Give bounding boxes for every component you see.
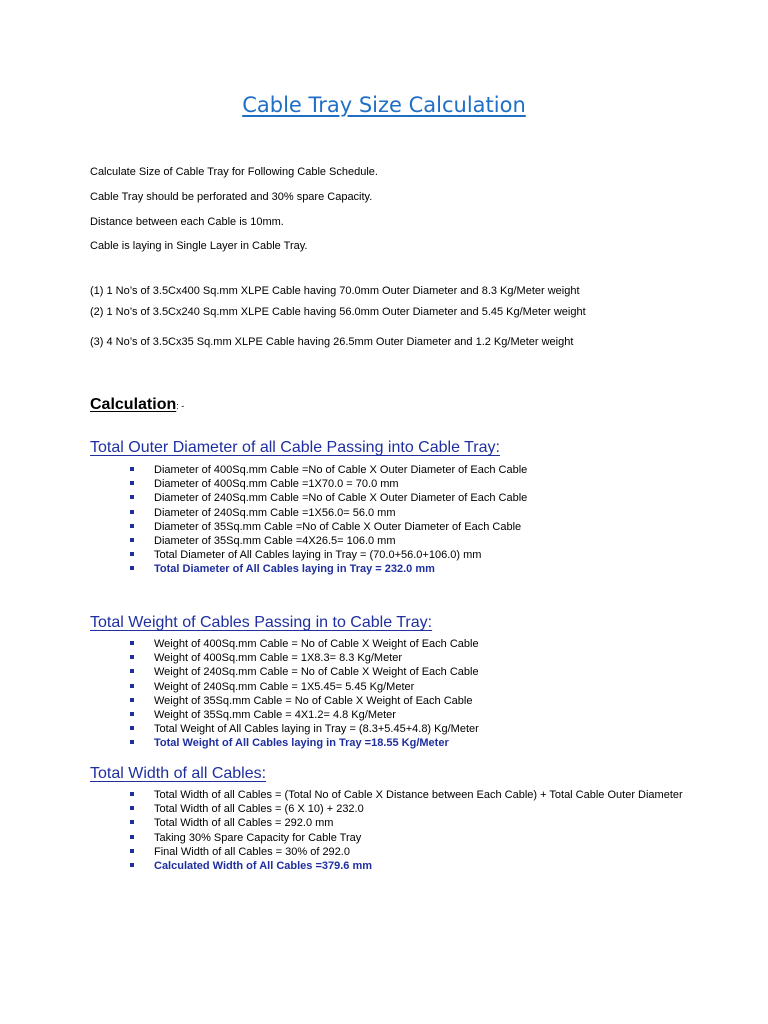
cable-spec-line: (2) 1 No’s of 3.5Cx240 Sq.mm XLPE Cable having 56.0mm Outer Diameter and 5.45 Kg/Meter weight <box>90 306 586 318</box>
list-item: Diameter of 400Sq.mm Cable =No of Cable X Outer Diameter of Each Cable <box>130 463 690 477</box>
calculation-heading-suffix: : - <box>176 401 185 411</box>
bullet-square-icon <box>130 641 134 645</box>
result-item: Calculated Width of All Cables =379.6 mm <box>130 859 690 873</box>
list-item: Total Weight of All Cables laying in Tray = (8.3+5.45+4.8) Kg/Meter <box>130 722 690 736</box>
list-item: Total Width of all Cables = (Total No of Cable X Distance between Each Cable) + Total Cable Outer Diameter <box>130 788 690 802</box>
calculation-heading-label: Calculation <box>90 396 177 413</box>
list-item: Total Width of all Cables = 292.0 mm <box>130 816 690 830</box>
list-item: Diameter of 35Sq.mm Cable =4X26.5= 106.0 mm <box>130 534 690 548</box>
bullet-square-icon <box>130 669 134 673</box>
bullet-square-icon <box>130 495 134 499</box>
list-item: Weight of 400Sq.mm Cable = No of Cable X Weight of Each Cable <box>130 637 690 651</box>
cable-spec-line: (1) 1 No’s of 3.5Cx400 Sq.mm XLPE Cable having 70.0mm Outer Diameter and 8.3 Kg/Meter weight <box>90 285 580 297</box>
diameter-list <box>130 463 690 577</box>
list-item: Weight of 240Sq.mm Cable = 1X5.45= 5.45 Kg/Meter <box>130 680 690 694</box>
result-item: Total Diameter of All Cables laying in Tray = 232.0 mm <box>130 562 690 576</box>
bullet-square-icon <box>130 835 134 839</box>
bullet-square-icon <box>130 863 134 867</box>
intro-line: Calculate Size of Cable Tray for Following Cable Schedule. <box>90 166 378 178</box>
bullet-square-icon <box>130 552 134 556</box>
bullet-square-icon <box>130 510 134 514</box>
bullet-square-icon <box>130 566 134 570</box>
bullet-square-icon <box>130 806 134 810</box>
list-item: Weight of 240Sq.mm Cable = No of Cable X Weight of Each Cable <box>130 665 690 679</box>
bullet-square-icon <box>130 684 134 688</box>
list-item: Diameter of 35Sq.mm Cable =No of Cable X Outer Diameter of Each Cable <box>130 520 690 534</box>
list-item: Total Width of all Cables = (6 X 10) + 232.0 <box>130 802 690 816</box>
bullet-square-icon <box>130 524 134 528</box>
list-item: Final Width of all Cables = 30% of 292.0 <box>130 845 690 859</box>
list-item: Weight of 400Sq.mm Cable = 1X8.3= 8.3 Kg/Meter <box>130 651 690 665</box>
width-list <box>130 788 690 873</box>
bullet-square-icon <box>130 792 134 796</box>
cable-spec-line: (3) 4 No’s of 3.5Cx35 Sq.mm XLPE Cable having 26.5mm Outer Diameter and 1.2 Kg/Meter weight <box>90 336 574 348</box>
intro-line: Cable is laying in Single Layer in Cable Tray. <box>90 240 308 252</box>
page-title: Cable Tray Size Calculation <box>242 93 526 117</box>
section-title-width: Total Width of all Cables: <box>90 765 267 782</box>
weight-list <box>130 637 690 751</box>
bullet-square-icon <box>130 698 134 702</box>
bullet-square-icon <box>130 538 134 542</box>
list-item: Weight of 35Sq.mm Cable = No of Cable X Weight of Each Cable <box>130 694 690 708</box>
bullet-square-icon <box>130 655 134 659</box>
bullet-square-icon <box>130 712 134 716</box>
section-title-weight: Total Weight of Cables Passing in to Cable Tray: <box>90 614 433 631</box>
list-item: Taking 30% Spare Capacity for Cable Tray <box>130 831 690 845</box>
bullet-square-icon <box>130 820 134 824</box>
result-item: Total Weight of All Cables laying in Tray =18.55 Kg/Meter <box>130 736 690 750</box>
bullet-square-icon <box>130 740 134 744</box>
list-item: Diameter of 240Sq.mm Cable =1X56.0= 56.0 mm <box>130 506 690 520</box>
section-title-diameter: Total Outer Diameter of all Cable Passing into Cable Tray: <box>90 439 500 456</box>
list-item: Diameter of 400Sq.mm Cable =1X70.0 = 70.0 mm <box>130 477 690 491</box>
intro-line: Distance between each Cable is 10mm. <box>90 216 284 228</box>
bullet-square-icon <box>130 726 134 730</box>
bullet-square-icon <box>130 467 134 471</box>
bullet-square-icon <box>130 481 134 485</box>
list-item: Weight of 35Sq.mm Cable = 4X1.2= 4.8 Kg/Meter <box>130 708 690 722</box>
list-item: Total Diameter of All Cables laying in Tray = (70.0+56.0+106.0) mm <box>130 548 690 562</box>
intro-line: Cable Tray should be perforated and 30% spare Capacity. <box>90 191 373 203</box>
list-item: Diameter of 240Sq.mm Cable =No of Cable X Outer Diameter of Each Cable <box>130 491 690 505</box>
calculation-heading <box>90 396 184 414</box>
bullet-square-icon <box>130 849 134 853</box>
